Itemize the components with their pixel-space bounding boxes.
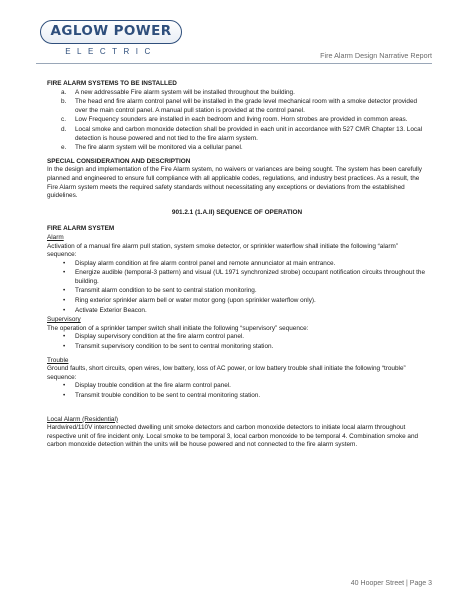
fire-alarm-system-heading: FIRE ALARM SYSTEM <box>47 225 115 233</box>
list-item <box>47 89 427 98</box>
sequence-heading: 901.2.1 (1.A.II) SEQUENCE OF OPERATION <box>171 208 303 216</box>
item-letter: e. <box>61 144 67 152</box>
list-item <box>47 116 427 125</box>
item-text: The fire alarm system will be monitored via a cellular panel. <box>75 144 243 152</box>
systems-list <box>47 89 427 153</box>
item-letter: a. <box>61 88 67 96</box>
company-logo <box>40 20 182 60</box>
list-item: • Transmit trouble condition to be sent to central monitoring station. <box>47 392 427 401</box>
special-paragraph: In the design and implementation of the Fire Alarm system, no waivers or variances are being sought. The system has been carefully planned and engineered to ensure full compliance with all applicable codes, regulations, and industry best practices. As a result, the Fire Alarm system meets the required safety standards without necessitating any exceptions or deviations from the established guidelines. <box>47 166 422 200</box>
item-letter: c. <box>61 116 66 124</box>
list-item: • Display supervisory condition at the fire alarm control panel. <box>47 333 427 342</box>
page-footer: 40 Hooper Street | Page 3 <box>350 580 432 587</box>
special-heading: SPECIAL CONSIDERATION AND DESCRIPTION <box>47 157 191 165</box>
alarm-intro: Activation of a manual fire alarm pull station, system smoke detector, or sprinkler waterflow shall initiate the following “alarm” sequence: <box>47 242 398 259</box>
list-item: • Display alarm condition at fire alarm control panel and remote annunciator at main entrance. <box>47 260 427 269</box>
list-item: • Activate Exterior Beacon. <box>47 307 427 316</box>
trouble-subheading: Trouble <box>47 356 69 364</box>
item-letter: b. <box>61 98 67 106</box>
list-item <box>47 126 427 143</box>
item-text: The head end fire alarm control panel will be installed in the grade level mechanical room with a smoke detector provided over the main control panel. A manual pull station is provided at the control panel. <box>75 98 418 114</box>
trouble-bullets <box>47 382 427 400</box>
list-item <box>47 98 427 115</box>
item-text: Local smoke and carbon monoxide detection shall be provided in each unit in accordance with 527 CMR Chapter 13. Local detection is house powered and not tied to the fire alarm system. <box>75 125 423 142</box>
list-item: • Energize audible (temporal-3 pattern) and visual (UL 1971 synchronized strobe) occupant notification circuits throughout the building. <box>47 269 427 286</box>
alarm-bullets <box>47 260 427 316</box>
list-item: • Display trouble condition at the fire alarm control panel. <box>47 382 427 391</box>
item-text: A new addressable Fire alarm system will be installed throughout the building. <box>75 88 295 96</box>
item-text: Low Frequency sounders are installed in each bedroom and living room. Horn strobes are provided in common areas. <box>75 116 408 124</box>
trouble-intro: Ground faults, short circuits, open wires, low battery, loss of AC power, or low battery trouble shall initiate the following “trouble” sequence: <box>47 365 406 381</box>
list-item: • Ring exterior sprinkler alarm bell or water motor gong (upon sprinkler waterflow only). <box>47 297 427 306</box>
header-divider <box>36 63 432 64</box>
supervisory-subheading: Supervisory <box>47 316 81 324</box>
supervisory-bullets <box>47 333 427 351</box>
alarm-subheading: Alarm <box>47 233 64 241</box>
list-item: • Transmit alarm condition to be sent to central station monitoring. <box>47 287 427 296</box>
item-letter: d. <box>61 125 67 133</box>
logo-main-text: AGLOW POWER <box>50 23 172 39</box>
document-body <box>47 80 427 450</box>
local-alarm-paragraph: Hardwired/110V interconnected dwelling unit smoke detectors and carbon monoxide detectors to initiate local alarm throughout respective unit of fire incident only. Local smoke to be temporal 3, local carbon monoxide to be temporal 4. Combination smoke and carbon monoxide detection within the units will be house powered and not connected to the fire alarm system. <box>47 424 419 449</box>
systems-heading: FIRE ALARM SYSTEMS TO BE INSTALLED <box>47 80 177 87</box>
list-item: • Transmit supervisory condition to be sent to central monitoring station. <box>47 343 427 352</box>
list-item <box>47 144 427 153</box>
supervisory-intro: The operation of a sprinkler tamper switch shall initiate the following “supervisory” sequence: <box>47 324 309 332</box>
report-title: Fire Alarm Design Narrative Report <box>320 51 432 60</box>
local-alarm-subheading: Local Alarm (Residential) <box>47 415 119 423</box>
logo-sub-text: ELECTRIC <box>65 47 157 56</box>
